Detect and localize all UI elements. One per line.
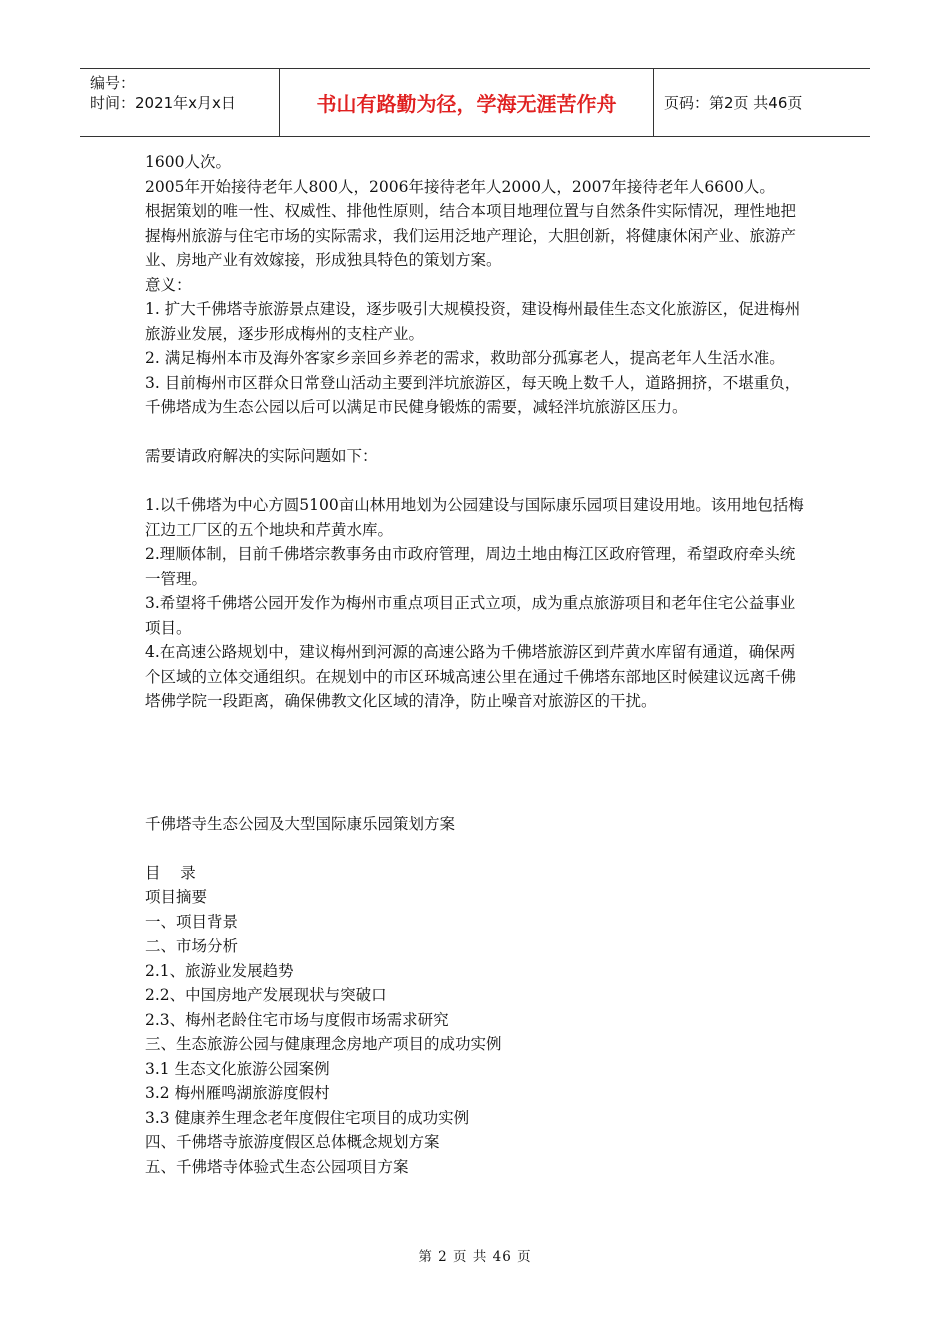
paragraph: 2. 满足梅州本市及海外客家乡亲回乡养老的需求，救助部分孤寡老人，提高老年人生活水准。 [145, 349, 785, 367]
toc-item: 三、生态旅游公园与健康理念房地产项目的成功实例 [145, 1035, 502, 1053]
toc-item: 2.3、梅州老龄住宅市场与度假市场需求研究 [145, 1010, 449, 1029]
toc-item: 二、市场分析 [145, 937, 239, 955]
document-title: 千佛塔寺生态公园及大型国际康乐园策划方案 [145, 814, 456, 833]
toc-item: 项目摘要 [145, 888, 208, 906]
paragraph: 1.以千佛塔为中心方圆5100亩山林用地划为公园建设与国际康乐园项目建设用地。该用地包括梅江边工厂区的五个地块和芹黄水库。 [145, 496, 804, 539]
paragraph: 1. 扩大千佛塔寺旅游景点建设，逐步吸引大规模投资，建设梅州最佳生态文化旅游区，促进梅州旅游业发展，逐步形成梅州的支柱产业。 [145, 300, 801, 343]
toc-item: 2.1、旅游业发展趋势 [145, 961, 294, 980]
paragraph: 1600人次。 [145, 153, 231, 171]
header-time-label: 时间：2021年x月x日 [90, 94, 236, 112]
page-header [80, 68, 870, 137]
toc-list [145, 885, 810, 1179]
paragraph: 3.希望将千佛塔公园开发作为梅州市重点项目正式立项，成为重点旅游项目和老年住宅公益事业项目。 [145, 594, 796, 637]
paragraph: 根据策划的唯一性、权威性、排他性原则，结合本项目地理位置与自然条件实际情况，理性地把握梅州旅游与住宅市场的实际需求，我们运用泛地产理论，大胆创新，将健康休闲产业、旅游产业、房地产业有效嫁接，形成独具特色的策划方案。 [145, 202, 797, 269]
paragraph: 2.理顺体制，目前千佛塔宗教事务由市政府管理，周边土地由梅江区政府管理，希望政府牵头统一管理。 [145, 545, 796, 588]
header-motto: 书山有路勤为径，学海无涯苦作舟 [280, 69, 654, 136]
document-body [145, 150, 810, 1179]
toc-item: 2.2、中国房地产发展现状与突破口 [145, 986, 387, 1004]
header-number-label: 编号： [90, 74, 136, 92]
paragraph: 4.在高速公路规划中，建议梅州到河源的高速公路为千佛塔旅游区到芹黄水库留有通道，确保两个区域的立体交通组织。在规划中的市区环城高速公里在通过千佛塔东部地区时候建议远离千佛塔佛学院一段距离，确保佛教文化区域的清净，防止噪音对旅游区的干扰。 [145, 643, 797, 710]
toc-item: 3.2 梅州雁鸣湖旅游度假村 [145, 1084, 330, 1102]
page-footer: 第 2 页 共 46 页 [418, 1249, 532, 1265]
toc-item: 四、千佛塔寺旅游度假区总体概念规划方案 [145, 1133, 440, 1151]
paragraph: 3. 目前梅州市区群众日常登山活动主要到泮坑旅游区，每天晚上数千人，道路拥挤，不堪重负，千佛塔成为生态公园以后可以满足市民健身锻炼的需要，减轻泮坑旅游区压力。 [145, 373, 801, 416]
paragraph: 意义： [145, 275, 192, 294]
header-meta [80, 69, 280, 136]
toc-item: 3.3 健康养生理念老年度假住宅项目的成功实例 [145, 1108, 470, 1127]
toc-item: 一、项目背景 [145, 912, 239, 931]
header-page-info: 页码：第2页 共46页 [664, 94, 803, 112]
paragraph: 2005年开始接待老年人800人，2006年接待老年人2000人，2007年接待老年人6600人。 [145, 177, 775, 196]
toc-title: 目 录 [145, 863, 196, 882]
toc-item: 五、千佛塔寺体验式生态公园项目方案 [145, 1157, 409, 1176]
paragraph: 需要请政府解决的实际问题如下： [145, 447, 378, 465]
toc-item: 3.1 生态文化旅游公园案例 [145, 1059, 330, 1078]
